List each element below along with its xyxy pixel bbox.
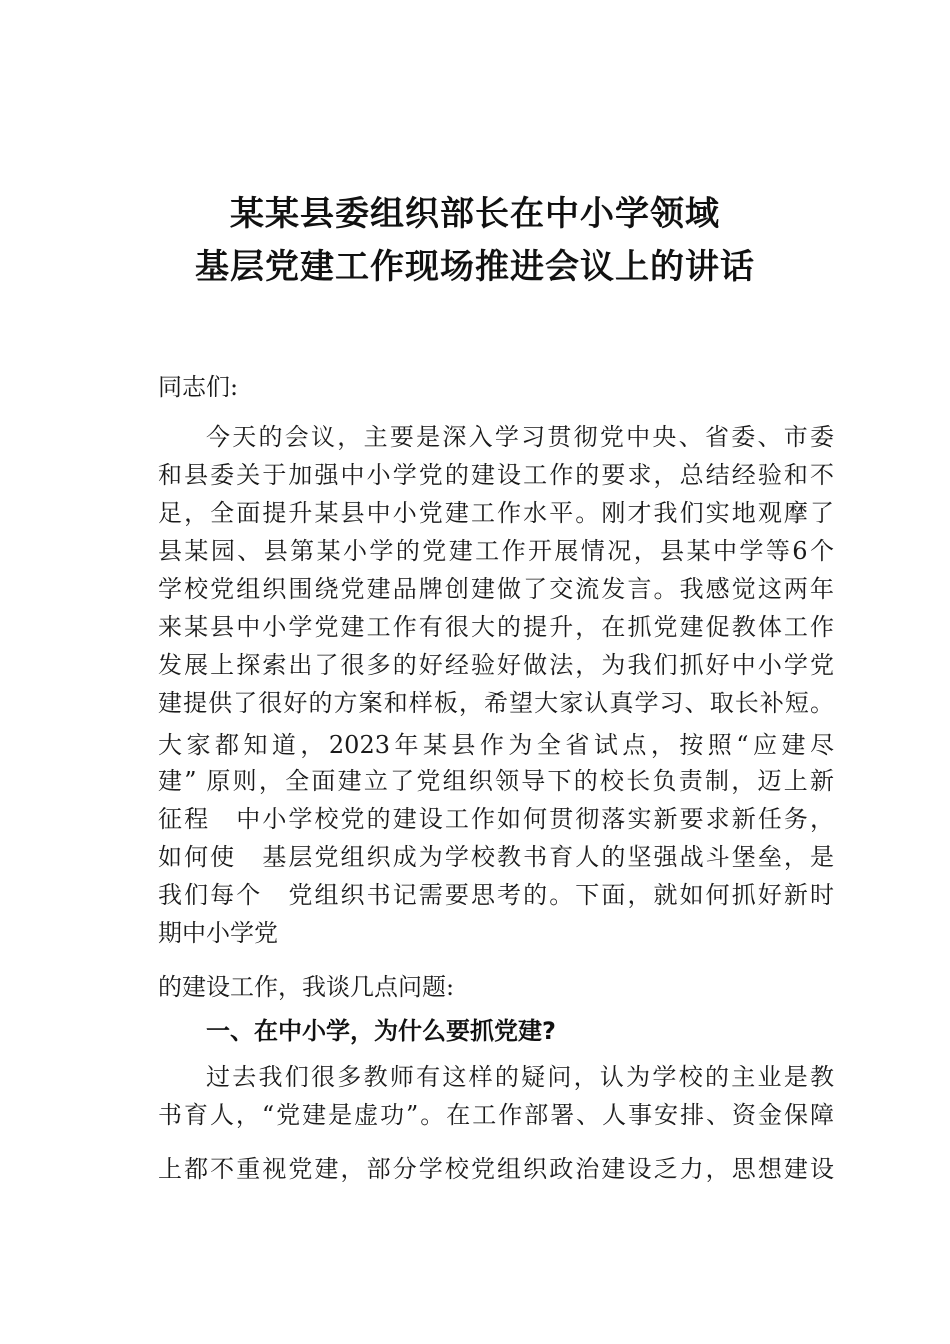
paragraph-line: 过去我们很多教师有这样的疑问，认为学校的主业是教 <box>206 1063 834 1091</box>
paragraph-line: 学校党组织围绕党建品牌创建做了交流发言。我感觉这两年 <box>158 575 834 603</box>
paragraph-line: 我们每个 党组织书记需要思考的。下面，就如何抓好新时 <box>158 881 834 909</box>
paragraph-line: 建提供了很好的方案和样板，希望大家认真学习、取长补短。 <box>158 689 834 717</box>
paragraph-line: 足，全面提升某县中小党建工作水平。刚才我们实地观摩了 <box>158 499 834 527</box>
paragraph-line: 征程 中小学校党的建设工作如何贯彻落实新要求新任务， <box>158 805 834 833</box>
paragraph-line: 期中小学党 <box>158 919 278 947</box>
document-title-line-1: 某某县委组织部长在中小学领域 <box>230 194 720 234</box>
paragraph-line: 来某县中小学党建工作有很大的提升，在抓党建促教体工作 <box>158 613 834 641</box>
paragraph-line: 发展上探索出了很多的好经验好做法，为我们抓好中小学党 <box>158 651 834 679</box>
paragraph-line: 建” 原则，全面建立了党组织领导下的校长负责制，迈上新 <box>158 767 834 795</box>
paragraph-line: 和县委关于加强中小学党的建设工作的要求，总结经验和不 <box>158 461 834 489</box>
paragraph-line: 县某园、县第某小学的党建工作开展情况，县某中学等6个 <box>158 537 834 565</box>
paragraph-line: 的建设工作，我谈几点问题: <box>158 973 455 1001</box>
paragraph-line: 书育人，“党建是虚功”。在工作部署、人事安排、资金保障 <box>158 1101 834 1129</box>
paragraph-line: 如何使 基层党组织成为学校教书育人的坚强战斗堡垒，是 <box>158 843 834 871</box>
salutation: 同志们: <box>158 373 239 401</box>
paragraph-line: 今天的会议，主要是深入学习贯彻党中央、省委、市委 <box>206 423 834 451</box>
section-heading: 一、在中小学，为什么要抓党建? <box>206 1017 556 1045</box>
paragraph-line: 大家都知道，2023年某县作为全省试点，按照“应建尽 <box>158 731 834 759</box>
paragraph-line: 上都不重视党建，部分学校党组织政治建设乏力，思想建设 <box>158 1155 834 1183</box>
document-title-line-2: 基层党建工作现场推进会议上的讲话 <box>195 247 755 287</box>
